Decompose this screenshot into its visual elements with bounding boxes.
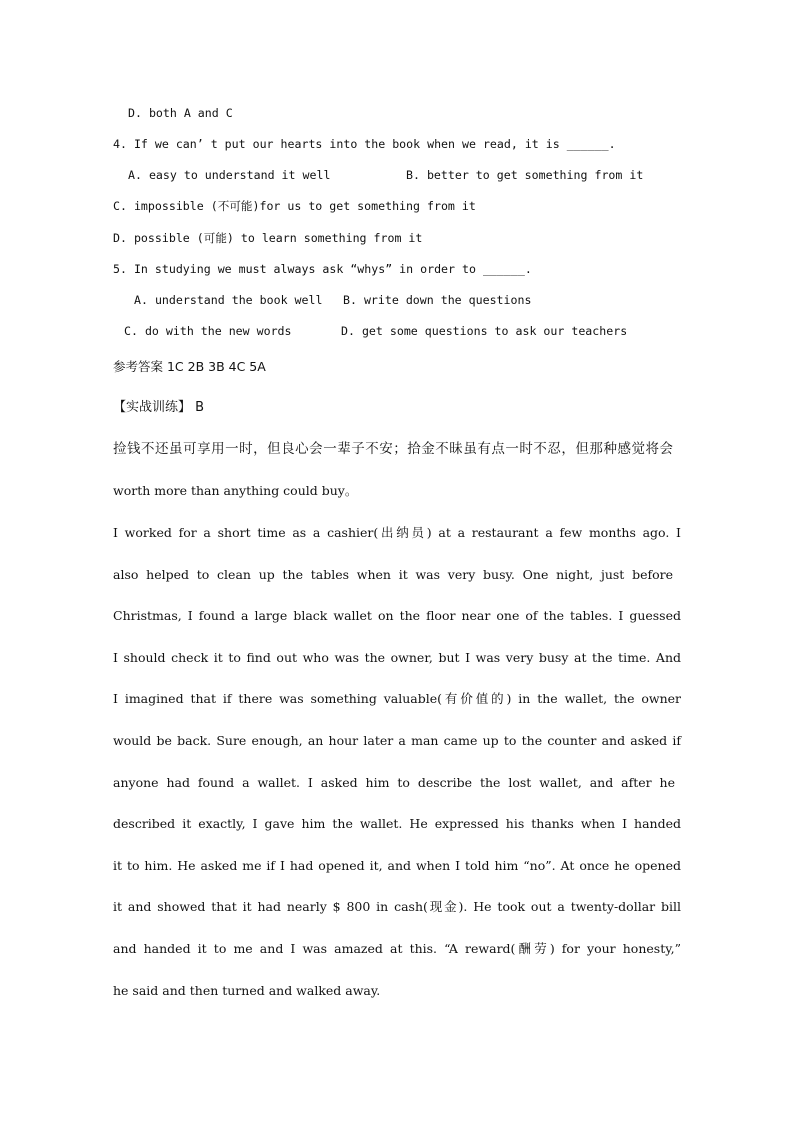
passage-line: described it exactly, I gave him the wallet. He expressed his thanks when I handed <box>113 816 681 831</box>
passage-line: Christmas, I found a large black wallet on the floor near one of the tables. I guessed <box>113 608 681 623</box>
passage-line: it and showed that it had nearly $ 800 in cash(现金). He took out a twenty-dollar bill <box>113 899 681 914</box>
passage-line: and handed it to me and I was amazed at this. “A reward(酬劳) for your honesty,” <box>113 941 681 956</box>
q4-option-c: C. impossible (不可能)for us to get something from it <box>113 199 476 213</box>
q4-option-d: D. possible (可能) to learn something from it <box>113 231 423 245</box>
q4-option-b: B. better to get something from it <box>406 168 644 182</box>
section-heading: 【实战训练】 B <box>113 400 205 415</box>
passage-line: it to him. He asked me if I had opened it, and when I told him “no”. At once he opened <box>113 858 681 873</box>
passage-line: also helped to clean up the tables when it was very busy. One night, just before <box>113 567 673 582</box>
passage-line: I should check it to find out who was the owner, but I was very busy at the time. And <box>113 650 681 665</box>
q3-option-d: D. both A and C <box>128 106 233 120</box>
q5-stem: 5. In studying we must always ask “whys” in order to ______. <box>113 262 532 276</box>
intro-line-2: worth more than anything could buy。 <box>113 483 358 498</box>
intro-line-1: 捡钱不还虽可享用一时，但良心会一辈子不安；拾金不昧虽有点一时不忍，但那种感觉将会 <box>113 441 673 457</box>
q5-option-b: B. write down the questions <box>343 293 532 307</box>
passage-line: he said and then turned and walked away. <box>113 983 381 998</box>
q5-option-a: A. understand the book well <box>134 293 323 307</box>
q5-option-c: C. do with the new words <box>124 324 292 338</box>
q4-option-a: A. easy to understand it well <box>128 168 331 182</box>
passage-line: anyone had found a wallet. I asked him to describe the lost wallet, and after he <box>113 775 675 790</box>
q4-stem: 4. If we can’ t put our hearts into the book when we read, it is ______. <box>113 137 616 151</box>
passage-line: I worked for a short time as a cashier(出纳员) at a restaurant a few months ago. I <box>113 525 681 540</box>
q5-option-d: D. get some questions to ask our teachers <box>341 324 628 338</box>
passage-line: would be back. Sure enough, an hour later a man came up to the counter and asked if <box>113 733 681 748</box>
answer-key: 参考答案 1C 2B 3B 4C 5A <box>113 359 266 374</box>
passage-line: I imagined that if there was something valuable(有价值的) in the wallet, the owner <box>113 691 681 706</box>
